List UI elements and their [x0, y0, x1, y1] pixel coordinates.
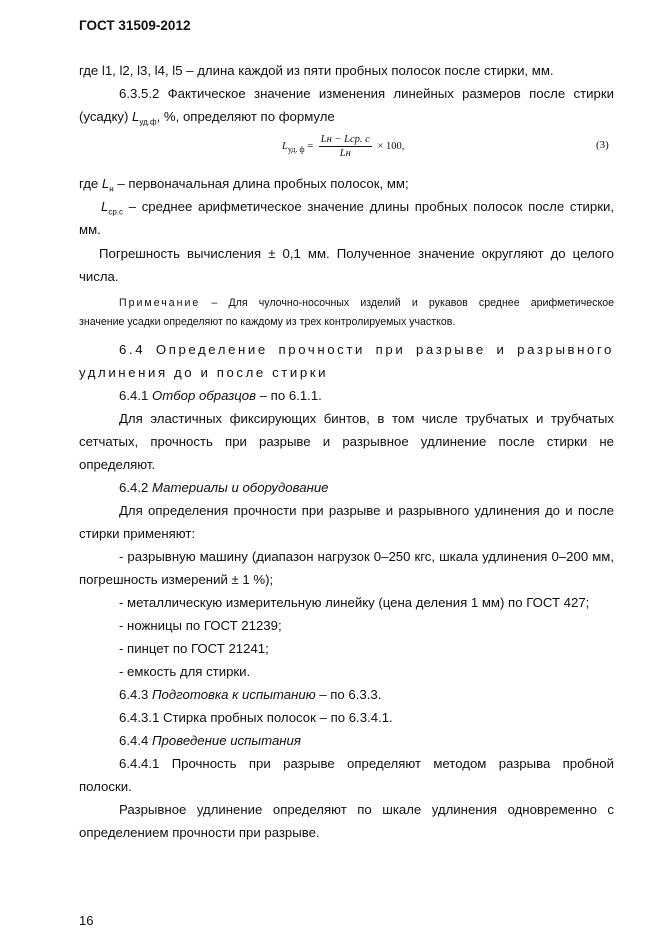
paragraph-6-3-5-2-line-2	[79, 105, 614, 135]
paragraph-6-4-4-1-line-1: 6.4.4.1 Прочность при разрыве определяют методом разрыва пробной	[119, 756, 614, 771]
subsection-title: Отбор образцов	[152, 388, 257, 403]
bullet-tensile-machine-line-2: погрешность измерений ± 1 %);	[79, 572, 274, 587]
note-label: Примечание	[119, 297, 201, 309]
text-span: – по 6.1.1.	[256, 388, 322, 403]
variable-subscript: н	[109, 184, 114, 194]
subsection-6-4-2	[79, 476, 614, 500]
formula-fraction	[319, 134, 372, 159]
text-span: – по 6.3.3.	[315, 687, 382, 702]
paragraph-bandages-line-2: сетчатых, прочность при разрыве и разрывное удлинение после стирки не	[79, 434, 614, 449]
text-span: 6.4.1	[119, 388, 152, 403]
subsection-6-4-3-1: 6.4.3.1 Стирка пробных полосок – по 6.3.4.1.	[119, 710, 393, 725]
text-span: (усадку)	[79, 109, 133, 124]
formula-multiplier: × 100,	[377, 140, 405, 152]
variable-l: L	[132, 109, 140, 124]
text-span: – Для чулочно-носочных изделий и рукавов среднее арифметическое	[200, 297, 614, 309]
definition-lsr-line-2: мм.	[79, 222, 101, 237]
variable-subscript: уд.ф	[139, 117, 157, 127]
bullet-scissors: - ножницы по ГОСТ 21239;	[119, 618, 282, 633]
paragraph-elongation-line-1: Разрывное удлинение определяют по шкале удлинения одновременно с	[119, 802, 614, 817]
variable-l: L	[101, 199, 109, 214]
formula-lhs: L	[282, 140, 288, 152]
formula-numerator: Lн − Lср. с	[320, 134, 370, 145]
subsection-title: Проведение испытания	[152, 733, 301, 748]
variable-l: L	[101, 176, 110, 191]
section-6-4-heading-line-1: 6.4 Определение прочности при разрыве и разрывного	[119, 342, 614, 357]
accuracy-line-2: числа.	[79, 269, 119, 284]
bullet-tweezers: - пинцет по ГОСТ 21241;	[119, 641, 269, 656]
paragraph-elongation-line-2: определением прочности при разрыве.	[79, 825, 320, 840]
formula-denominator: Lн	[339, 148, 351, 159]
subsection-title: Материалы и оборудование	[152, 480, 329, 495]
shrinkage-formula	[282, 134, 404, 159]
paragraph-6-4-4-1-line-2: полоски.	[79, 779, 132, 794]
text-span: 6.4.3	[119, 687, 152, 702]
text-span: – среднее арифметическое значение длины пробных полосок после стирки,	[123, 199, 614, 214]
text-span: где	[79, 176, 102, 191]
subsection-title: Подготовка к испытанию	[152, 687, 316, 702]
formula-lhs-subscript: уд. ф	[287, 145, 305, 154]
subsection-6-4-3	[79, 683, 614, 707]
paragraph-equipment-line-2: стирки применяют:	[79, 526, 196, 541]
bullet-tensile-machine-line-1: - разрывную машину (диапазон нагрузок 0–250 кгс, шкала удлинения 0–200 мм,	[119, 549, 614, 564]
paragraph-equipment-line-1: Для определения прочности при разрыве и разрывного удлинения до и после	[119, 503, 614, 518]
subsection-6-4-1	[79, 384, 614, 408]
text-span: 6.4.2	[119, 480, 152, 495]
text-span: , %, определяют по формуле	[156, 109, 335, 124]
paragraph-6-3-5-2-line-1: 6.3.5.2 Фактическое значение изменения линейных размеров после стирки	[119, 86, 614, 101]
section-6-4-heading-line-2: удлинения до и после стирки	[79, 365, 329, 380]
note-line-1	[79, 293, 614, 313]
bullet-ruler: - металлическую измерительную линейку (цена деления 1 мм) по ГОСТ 427;	[119, 595, 590, 610]
equation-number: (3)	[596, 139, 609, 151]
variables-definition-line: где l1, l2, l3, l4, l5 – длина каждой из пяти пробных полосок после стирки, мм.	[79, 63, 554, 78]
document-code-header: ГОСТ 31509-2012	[79, 18, 191, 33]
subsection-6-4-4	[79, 729, 614, 753]
note-line-2: значение усадки определяют по каждому из трех контролируемых участков.	[79, 316, 456, 328]
text-span: 6.4.4	[119, 733, 152, 748]
formula-equals: =	[307, 140, 314, 152]
accuracy-line-1: Погрешность вычисления ± 0,1 мм. Полученное значение округляют до целого	[99, 246, 614, 261]
bullet-wash-container: - емкость для стирки.	[119, 664, 251, 679]
page-number: 16	[79, 913, 94, 928]
paragraph-bandages-line-3: определяют.	[79, 457, 156, 472]
variable-subscript: ср.с	[108, 207, 124, 217]
text-span: – первоначальная длина пробных полосок, мм;	[113, 176, 409, 191]
paragraph-bandages-line-1: Для эластичных фиксирующих бинтов, в том числе трубчатых и трубчатых	[119, 411, 614, 426]
